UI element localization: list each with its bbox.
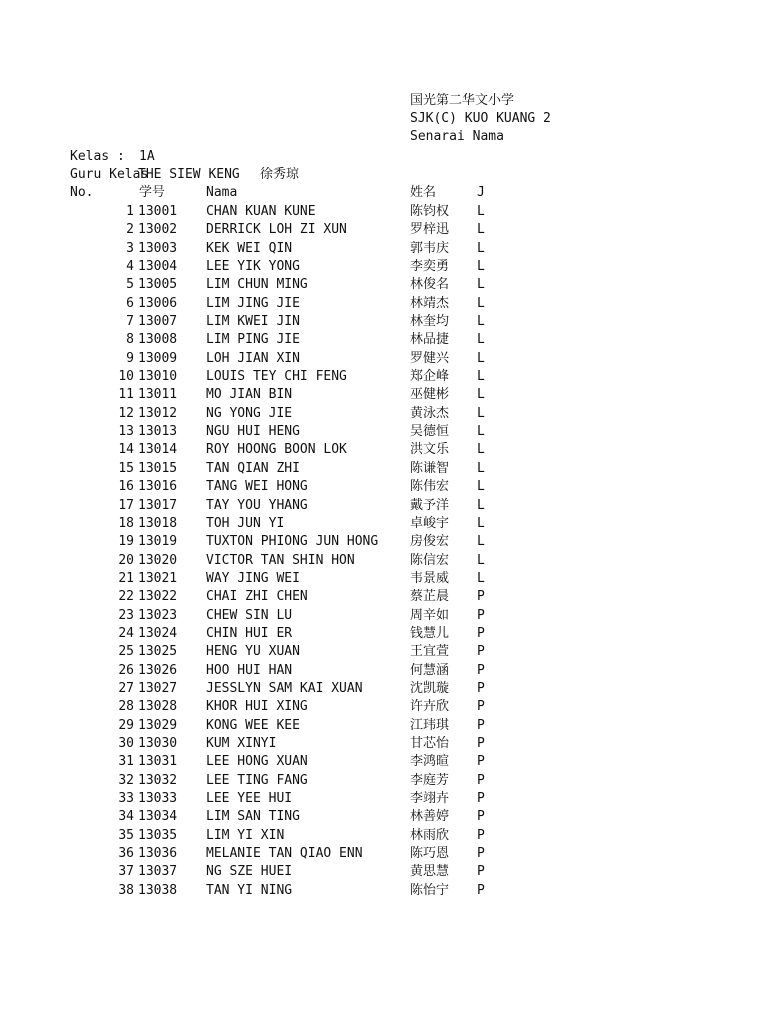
student-gender: L [477,479,485,495]
student-gender: P [477,827,485,843]
student-id: 13009 [138,350,178,366]
student-gender: L [477,240,485,256]
student-name-chinese: 林雨欣 [410,827,450,843]
student-name: MO JIAN BIN [206,387,293,403]
student-name: TUXTON PHIONG JUN HONG [206,534,379,550]
student-number: 15 [118,460,134,476]
student-gender: L [477,387,485,403]
student-id: 13001 [138,204,178,219]
student-name-chinese: 黄泳杰 [410,405,450,421]
guru-kelas-label: Guru Kelas [70,167,149,182]
student-number: 36 [118,846,134,862]
student-row [0,552,768,570]
student-number: 35 [118,827,134,843]
student-id: 13021 [138,570,178,586]
student-row [0,790,768,808]
student-name: LEE HONG XUAN [206,754,308,770]
student-name-chinese: 罗健兴 [410,350,450,366]
student-number: 12 [118,405,134,421]
student-number: 34 [118,809,134,825]
student-name: ROY HOONG BOON LOK [206,442,347,458]
student-id: 13032 [138,772,178,788]
student-name: CHIN HUI ER [206,625,293,641]
student-name: HENG YU XUAN [206,644,300,660]
student-id: 13026 [138,662,178,678]
student-name-chinese: 房俊宏 [410,534,450,550]
student-id: 13038 [138,882,178,898]
student-number: 20 [118,552,134,568]
student-name: CHAI ZHI CHEN [206,589,308,605]
student-gender: L [477,295,485,311]
student-id: 13020 [138,552,178,568]
student-number: 21 [118,570,134,586]
student-id: 13015 [138,460,178,476]
student-name: MELANIE TAN QIAO ENN [206,846,363,862]
student-id: 13030 [138,735,178,751]
school-name-chinese: 国光第二华文小学 [410,93,515,108]
student-number: 26 [118,662,134,678]
student-row [0,497,768,515]
student-name: LIM KWEI JIN [206,314,300,330]
student-id: 13034 [138,809,178,825]
student-gender: L [477,497,485,513]
student-number: 29 [118,717,134,733]
student-name-chinese: 陈巧恩 [410,846,450,862]
student-id: 13023 [138,607,178,623]
student-name-chinese: 罗梓迅 [410,222,450,238]
student-gender: L [477,405,485,421]
student-row [0,515,768,533]
student-number: 7 [126,314,134,330]
student-name-chinese: 蔡芷晨 [410,589,450,605]
student-row [0,350,768,368]
student-name-chinese: 陈谦智 [410,460,450,476]
student-row [0,698,768,716]
student-name-chinese: 钱慧儿 [410,625,450,641]
student-gender: L [477,442,485,458]
student-id: 13036 [138,846,178,862]
student-id: 13005 [138,277,178,293]
student-row [0,863,768,881]
student-id: 13025 [138,644,178,660]
student-gender: P [477,882,485,898]
student-row [0,625,768,643]
student-gender: L [477,460,485,476]
column-header-nama: Nama [206,185,238,200]
student-id: 13019 [138,534,178,550]
student-name: LIM PING JIE [206,332,300,348]
student-gender: P [477,809,485,825]
student-number: 19 [118,534,134,550]
student-number: 11 [118,387,134,403]
student-id: 13008 [138,332,178,348]
student-gender: P [477,607,485,623]
student-row [0,570,768,588]
student-name: KEK WEI QIN [206,240,293,256]
student-gender: L [477,222,485,238]
student-gender: P [477,717,485,733]
student-gender: L [477,350,485,366]
student-gender: P [477,589,485,605]
guru-kelas-name: THE SIEW KENG [138,167,240,182]
student-name: LIM SAN TING [206,809,300,825]
student-name: LEE YIK YONG [206,259,300,275]
guru-kelas-name-chinese: 徐秀琼 [260,167,300,182]
student-gender: P [477,791,485,806]
student-name-chinese: 许卉欣 [410,699,450,715]
student-gender: P [477,846,485,862]
student-row [0,313,768,331]
student-id: 13003 [138,240,178,256]
student-name-chinese: 何慧涵 [410,662,450,678]
student-gender: L [477,332,485,348]
student-row [0,607,768,625]
student-name-chinese: 黄思慧 [410,864,450,880]
student-id: 13012 [138,405,178,421]
student-name-chinese: 陈信宏 [410,552,450,568]
student-name-chinese: 林俊名 [410,277,450,293]
student-name-chinese: 李鸿暄 [410,754,450,770]
student-name-chinese: 江玮琪 [410,717,450,733]
student-number: 22 [118,589,134,605]
student-name: CHAN KUAN KUNE [206,204,316,219]
student-id: 13027 [138,680,178,696]
student-name: JESSLYN SAM KAI XUAN [206,680,363,696]
student-name: LOH JIAN XIN [206,350,300,366]
kelas-value: 1A [139,149,155,164]
student-name-chinese: 林奎均 [410,314,450,330]
student-row [0,441,768,459]
student-row [0,643,768,661]
student-name: LOUIS TEY CHI FENG [206,369,347,385]
student-id: 13022 [138,589,178,605]
student-name: NGU HUI HENG [206,424,300,440]
student-number: 6 [126,295,134,311]
student-name-chinese: 戴予洋 [410,497,450,513]
student-row [0,882,768,900]
student-row [0,460,768,478]
student-number: 1 [126,204,134,219]
student-number: 4 [126,259,134,275]
student-name: CHEW SIN LU [206,607,293,623]
student-id: 13010 [138,369,178,385]
student-number: 18 [118,515,134,531]
student-name-chinese: 陈伟宏 [410,479,450,495]
student-gender: P [477,625,485,641]
student-number: 31 [118,754,134,770]
student-row [0,405,768,423]
school-name: SJK(C) KUO KUANG 2 [410,111,551,126]
student-name: TAN YI NING [206,882,293,898]
student-gender: P [477,864,485,880]
student-name: TAN QIAN ZHI [206,460,300,476]
student-name: WAY JING WEI [206,570,300,586]
student-name-chinese: 李庭芳 [410,772,450,788]
student-name: KUM XINYI [206,735,277,751]
student-name-chinese: 卓峻宇 [410,515,450,531]
student-gender: L [477,204,485,219]
student-gender: L [477,369,485,385]
student-name-chinese: 甘芯怡 [410,735,450,751]
student-row [0,662,768,680]
student-gender: P [477,662,485,678]
student-number: 14 [118,442,134,458]
student-number: 32 [118,772,134,788]
student-number: 3 [126,240,134,256]
student-gender: P [477,699,485,715]
student-name: TAY YOU YHANG [206,497,308,513]
student-id: 13018 [138,515,178,531]
student-name-chinese: 沈凯璇 [410,680,450,696]
student-gender: P [477,680,485,696]
student-id: 13033 [138,791,178,806]
student-name: LIM JING JIE [206,295,300,311]
student-id: 13024 [138,625,178,641]
student-name: NG YONG JIE [206,405,293,421]
student-name-chinese: 林品捷 [410,332,450,348]
student-id: 13017 [138,497,178,513]
student-name: KONG WEE KEE [206,717,300,733]
column-header-jantina: J [477,185,485,200]
student-id: 13031 [138,754,178,770]
student-id: 13007 [138,314,178,330]
student-row [0,808,768,826]
student-number: 33 [118,791,134,806]
student-number: 28 [118,699,134,715]
student-name-chinese: 王宜萱 [410,644,450,660]
student-row [0,533,768,551]
student-id: 13029 [138,717,178,733]
student-name-chinese: 巫健彬 [410,387,450,403]
student-gender: P [477,754,485,770]
student-number: 38 [118,882,134,898]
student-name: NG SZE HUEI [206,864,293,880]
student-id: 13028 [138,699,178,715]
student-row [0,588,768,606]
student-row [0,203,768,221]
student-row [0,680,768,698]
student-id: 13006 [138,295,178,311]
student-name: HOO HUI HAN [206,662,293,678]
student-number: 8 [126,332,134,348]
student-name-chinese: 郑企峰 [410,369,450,385]
student-number: 27 [118,680,134,696]
student-name-chinese: 韦景威 [410,570,450,586]
student-gender: L [477,314,485,330]
student-id: 13014 [138,442,178,458]
kelas-label: Kelas : [70,149,125,164]
student-name-chinese: 周辛如 [410,607,450,623]
student-id: 13004 [138,259,178,275]
student-id: 13002 [138,222,178,238]
student-name: LEE TING FANG [206,772,308,788]
student-name: VICTOR TAN SHIN HON [206,552,355,568]
list-title: Senarai Nama [410,129,504,144]
student-gender: L [477,552,485,568]
student-number: 17 [118,497,134,513]
column-header-id: 学号 [139,185,166,200]
student-number: 24 [118,625,134,641]
student-row [0,735,768,753]
student-name-chinese: 李翊卉 [410,791,450,806]
student-name-chinese: 郭韦庆 [410,240,450,256]
student-name-chinese: 林靖杰 [410,295,450,311]
student-row [0,295,768,313]
student-name-chinese: 吴德恒 [410,424,450,440]
student-row [0,478,768,496]
student-number: 23 [118,607,134,623]
student-id: 13016 [138,479,178,495]
student-row [0,386,768,404]
student-row [0,423,768,441]
student-row [0,845,768,863]
student-number: 16 [118,479,134,495]
column-header-nama-chinese: 姓名 [410,185,437,200]
student-gender: L [477,515,485,531]
student-id: 13013 [138,424,178,440]
student-number: 37 [118,864,134,880]
student-gender: L [477,534,485,550]
student-number: 2 [126,222,134,238]
student-name: LIM CHUN MING [206,277,308,293]
student-gender: L [477,259,485,275]
student-name-chinese: 陈钧权 [410,204,450,219]
student-number: 13 [118,424,134,440]
student-row [0,258,768,276]
student-id: 13037 [138,864,178,880]
student-row [0,753,768,771]
student-list [0,203,768,900]
student-number: 30 [118,735,134,751]
student-name-chinese: 林善婷 [410,809,450,825]
student-name-chinese: 陈怡宁 [410,882,450,898]
student-name-chinese: 洪文乐 [410,442,450,458]
student-gender: L [477,277,485,293]
student-name: TOH JUN YI [206,515,285,531]
student-gender: P [477,644,485,660]
student-name: LIM YI XIN [206,827,285,843]
student-name: KHOR HUI XING [206,699,308,715]
student-row [0,717,768,735]
student-number: 25 [118,644,134,660]
student-row [0,240,768,258]
student-number: 10 [118,369,134,385]
student-row [0,221,768,239]
student-gender: P [477,735,485,751]
student-id: 13035 [138,827,178,843]
student-row [0,772,768,790]
student-name: LEE YEE HUI [206,791,293,806]
student-name: TANG WEI HONG [206,479,308,495]
student-gender: L [477,424,485,440]
student-name-chinese: 李奕勇 [410,259,450,275]
student-number: 5 [126,277,134,293]
student-row [0,827,768,845]
student-row [0,368,768,386]
student-id: 13011 [138,387,178,403]
student-number: 9 [126,350,134,366]
student-gender: L [477,570,485,586]
student-row [0,276,768,294]
column-header-no: No. [70,185,94,200]
student-name: DERRICK LOH ZI XUN [206,222,347,238]
student-gender: P [477,772,485,788]
student-row [0,331,768,349]
